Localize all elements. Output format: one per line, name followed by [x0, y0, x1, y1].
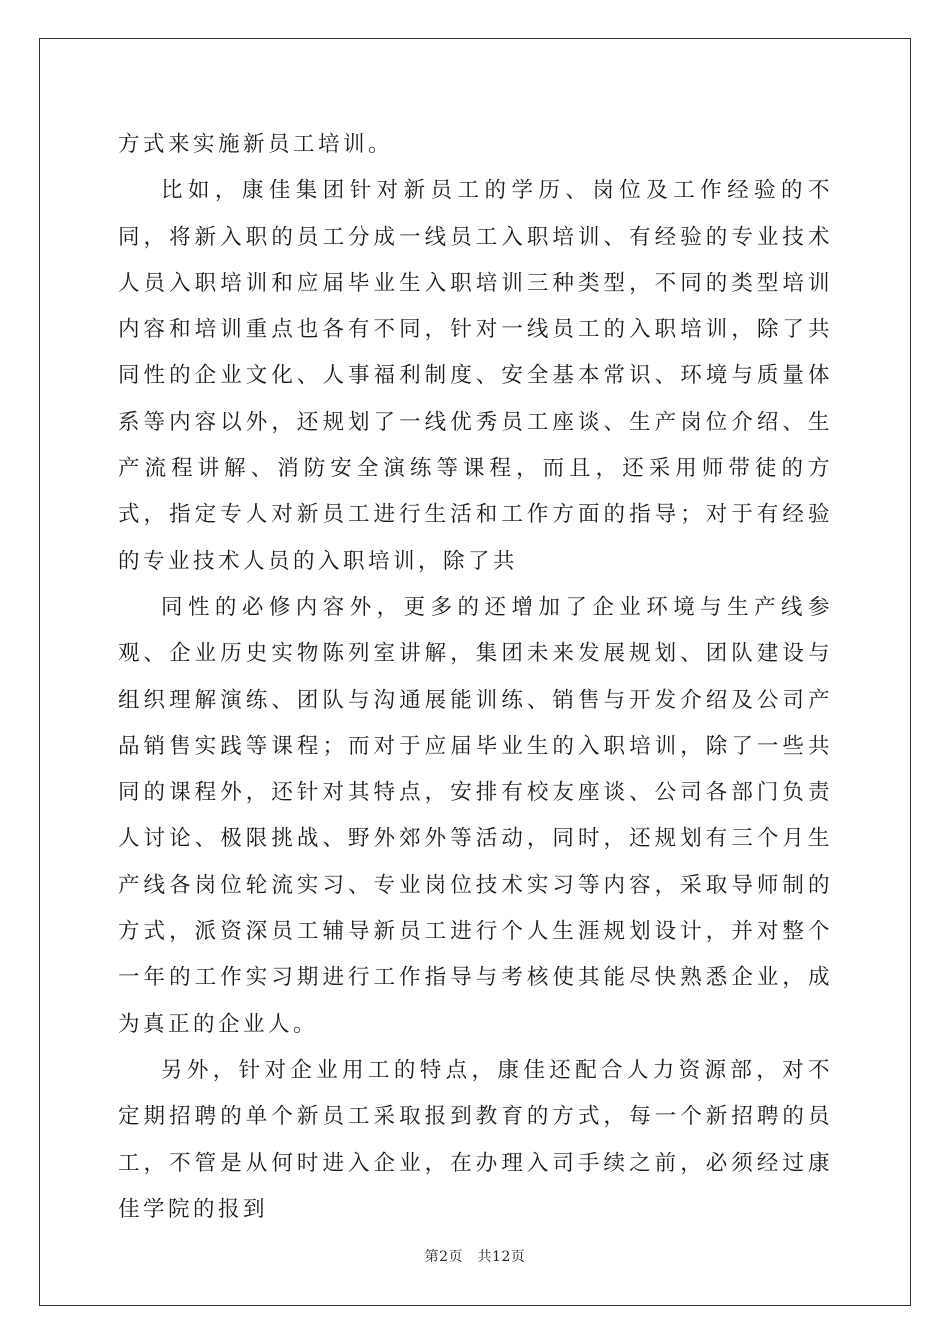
- page-number-footer: 第2页 共12页: [424, 1249, 526, 1265]
- paragraph-1: 方式来实施新员工培训。: [118, 132, 394, 157]
- paragraph-4: 另外，针对企业用工的特点，康佳还配合人力资源部，对不定期招聘的单个新员工采取报到教育的方式，每一个新招聘的员工，不管是从何时进入企业，在办理入司手续之前，必须经过康佳学院的报到: [118, 1057, 833, 1222]
- paragraph-3: 同性的必修内容外，更多的还增加了企业环境与生产线参观、企业历史实物陈列室讲解，集团未来发展规划、团队建设与组织理解演练、团队与沟通展能训练、销售与开发介绍及公司产品销售实践等课程；而对于应届毕业生的入职培训，除了一些共同的课程外，还针对其特点，安排有校友座谈、公司各部门负责人讨论、极限挑战、野外郊外等活动，同时，还规划有三个月生产线各岗位轮流实习、专业岗位技术实习等内容，采取导师制的方式，派资深员工辅导新员工进行个人生涯规划设计，并对整个一年的工作实习期进行工作指导与考核使其能尽快熟悉企业，成为真正的企业人。: [118, 594, 833, 1037]
- document-body: [118, 122, 833, 1233]
- paragraph-2: 比如，康佳集团针对新员工的学历、岗位及工作经验的不同，将新入职的员工分成一线员工入职培训、有经验的专业技术人员入职培训和应届毕业生入职培训三种类型，不同的类型培训内容和培训重点也各有不同，针对一线员工的入职培训，除了共同性的企业文化、人事福利制度、安全基本常识、环境与质量体系等内容以外，还规划了一线优秀员工座谈、生产岗位介绍、生产流程讲解、消防安全演练等课程，而且，还采用师带徒的方式，指定专人对新员工进行生活和工作方面的指导；对于有经验的专业技术人员的入职培训，除了共: [118, 178, 833, 574]
